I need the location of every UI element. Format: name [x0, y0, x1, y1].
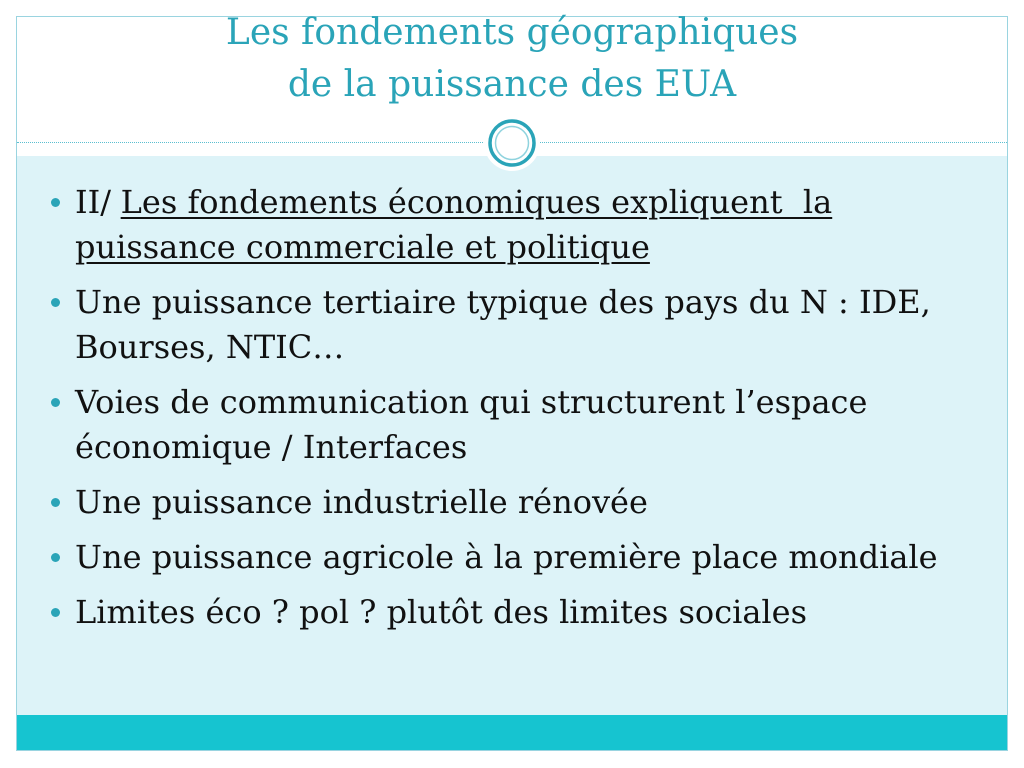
bullet-item-2 — [48, 280, 998, 370]
bullet-dot-icon — [51, 298, 60, 307]
bullet-item-4 — [48, 480, 998, 525]
bullet-line: Une puissance agricole à la première place mondiale — [75, 538, 938, 576]
bullet-line: économique / Interfaces — [75, 428, 468, 466]
bullet-item-3 — [48, 380, 998, 470]
bullet-dot-icon — [51, 553, 60, 562]
bullet-line — [75, 180, 998, 225]
slide-title — [17, 7, 1007, 111]
bullet-line — [75, 225, 998, 270]
bullet-dot-icon — [51, 398, 60, 407]
bullet-line: Une puissance industrielle rénovée — [75, 483, 648, 521]
bullet-line: Limites éco ? pol ? plutôt des limites sociales — [75, 593, 808, 631]
bullet-line: Voies de communication qui structurent l’espace — [75, 383, 868, 421]
bullet-line: Bourses, NTIC… — [75, 328, 345, 366]
bullet-dot-icon — [51, 608, 60, 617]
circle-ornament-icon — [482, 113, 542, 173]
title-line-1: Les fondements géographiques — [225, 12, 799, 53]
title-line-2: de la puissance des EUA — [287, 64, 737, 105]
bullet-dot-icon — [51, 198, 60, 207]
bullet-dot-icon — [51, 498, 60, 507]
bullet-line: Une puissance tertiaire typique des pays du N : IDE, — [75, 283, 931, 321]
bullet-item-1 — [48, 180, 998, 270]
bullet-list — [48, 180, 998, 645]
bullet-item-6 — [48, 590, 998, 635]
section-heading-cont: puissance commerciale et politique — [75, 228, 650, 266]
bottom-bar — [17, 715, 1007, 750]
section-heading: Les fondements économiques expliquent la — [120, 183, 833, 221]
bullet-item-5 — [48, 535, 998, 580]
section-number: II/ — [75, 183, 112, 221]
